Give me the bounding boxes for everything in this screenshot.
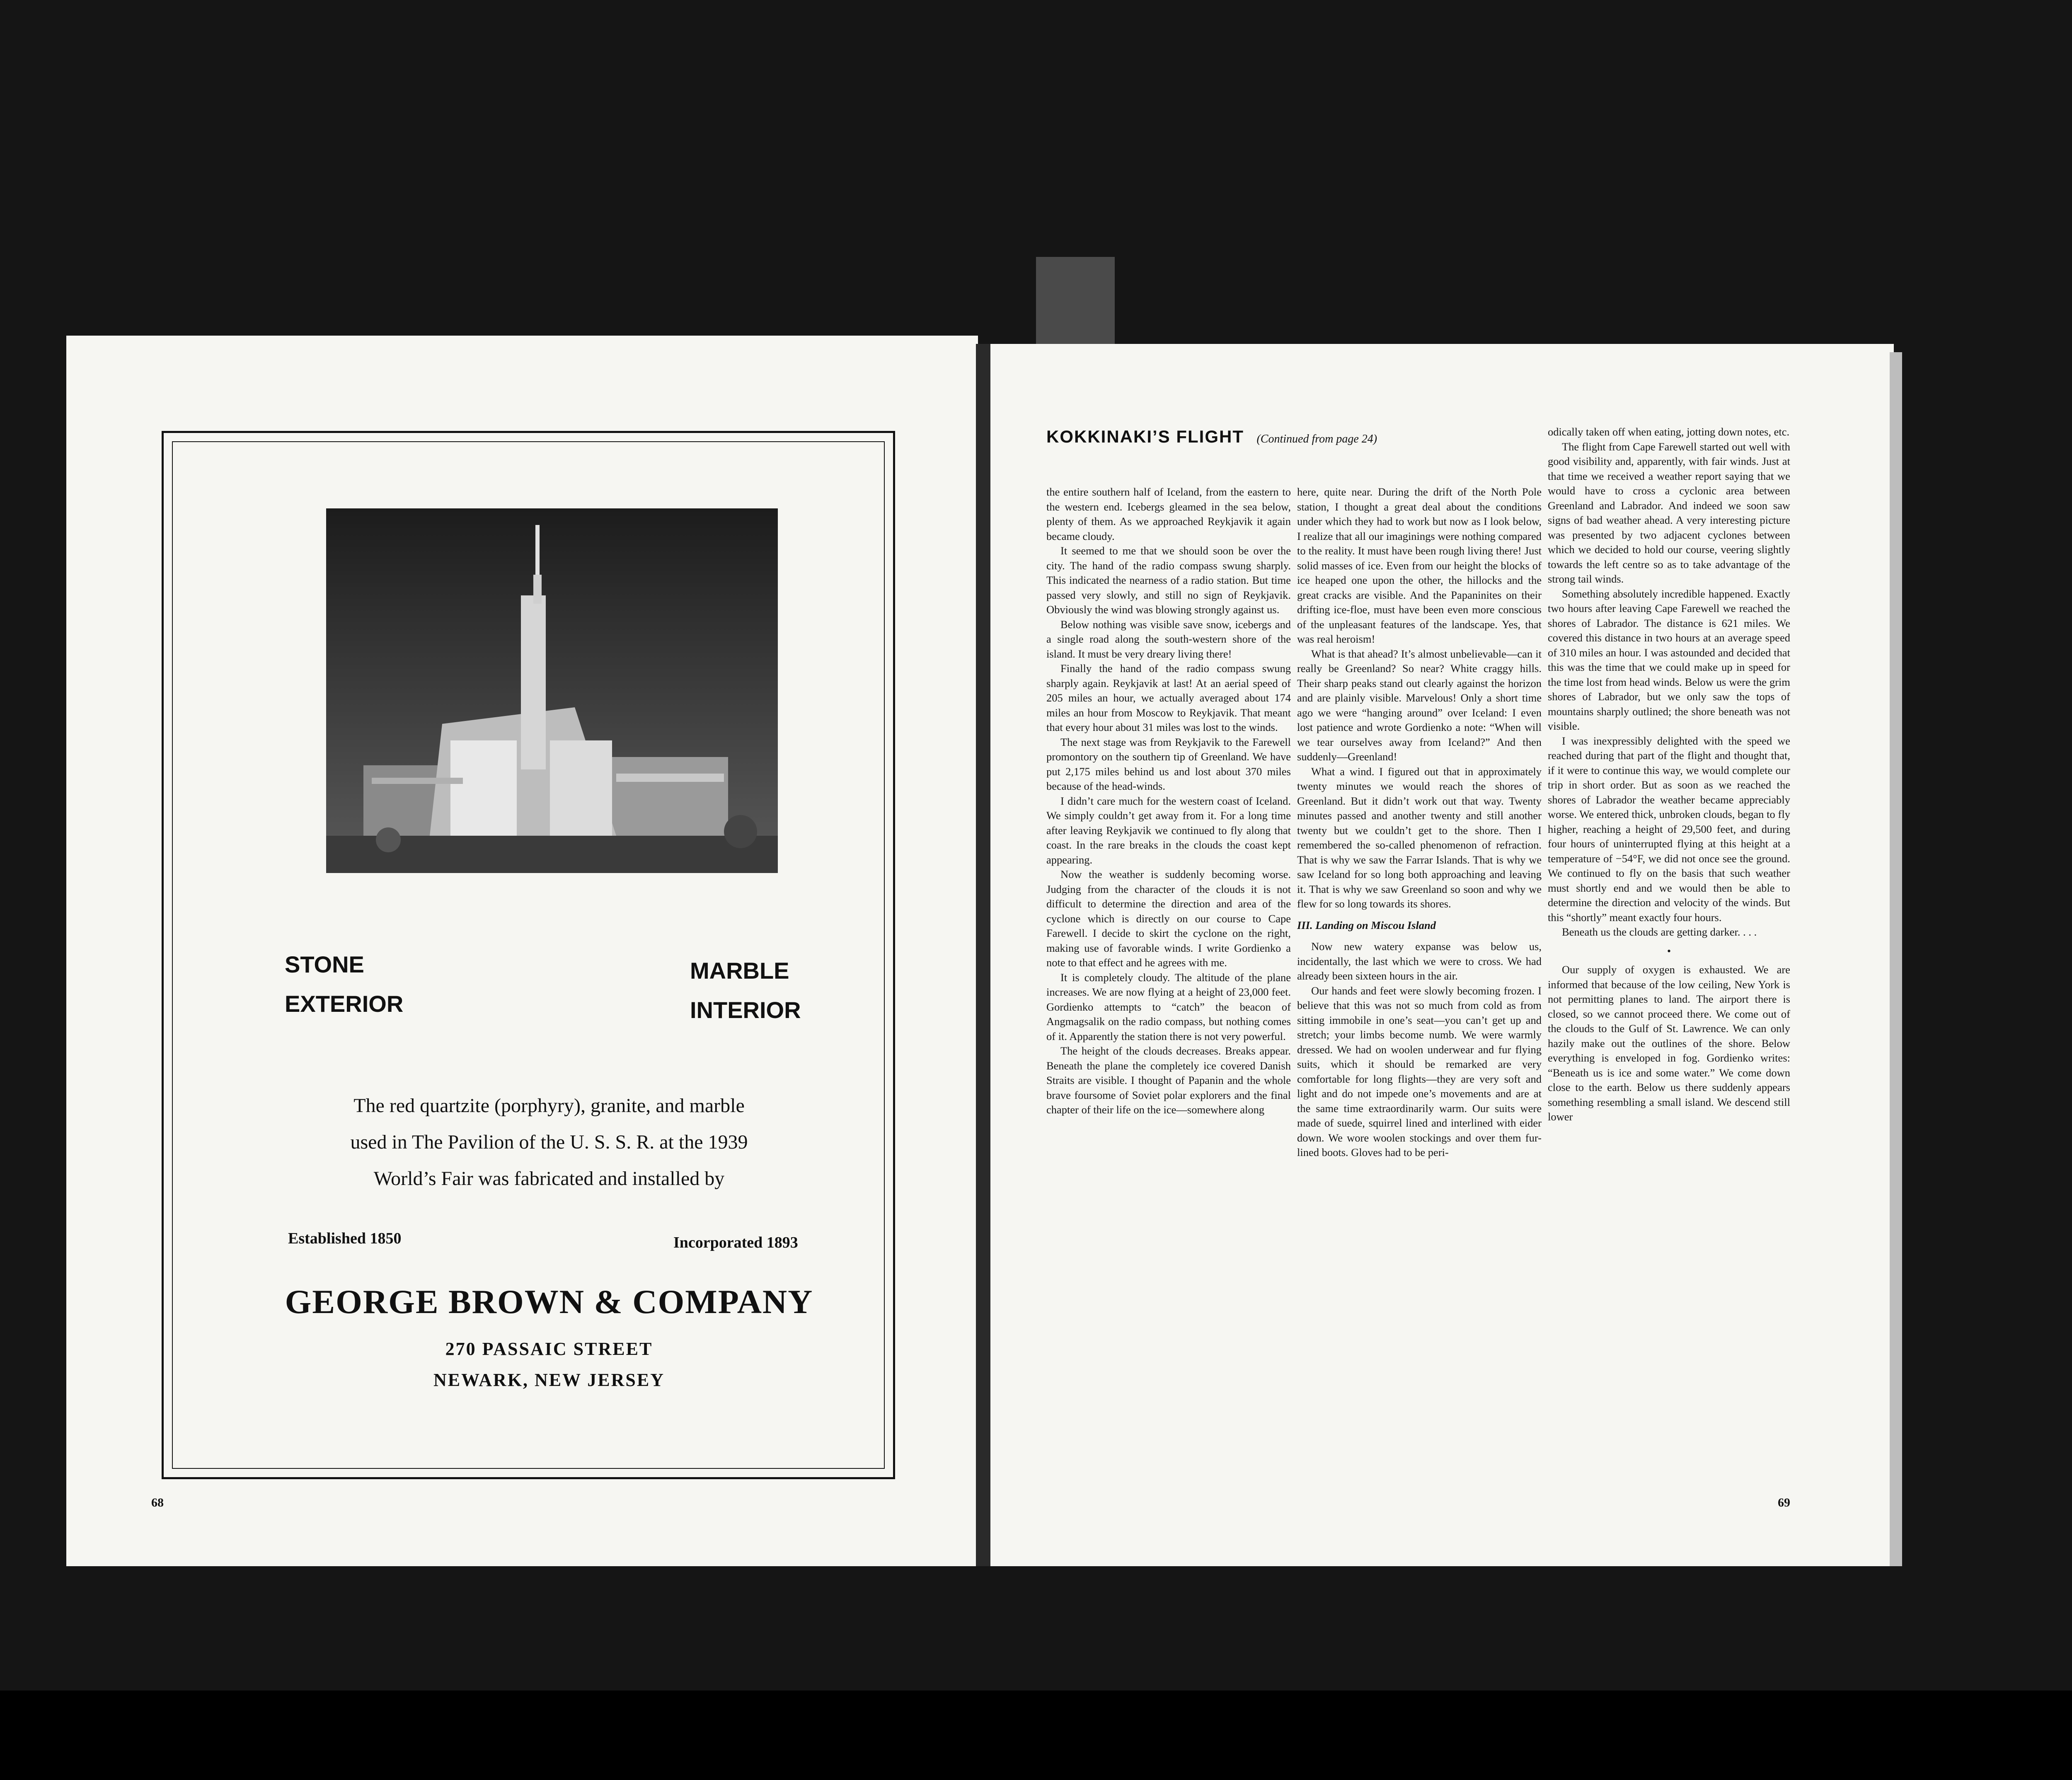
page-tab	[1036, 257, 1115, 352]
paragraph: The next stage was from Reykjavik to the Farewell promontory on the southern tip of Greenland. We have put 2,175 miles behind us and lost about 370 miles because of the head-winds.	[1046, 735, 1291, 792]
article-header	[1046, 427, 1461, 447]
article-column-1	[1046, 485, 1291, 1496]
book-spine	[976, 344, 992, 1566]
paragraph: I was inexpressibly delighted with the speed we reached during that part of the flight and thought that, if it were to continue this way, we would complete our trip in short order. But as soon as we reached the shores of Labrador the weather became appreciably worse. We entered thick, unbroken clouds, began to fly higher, reaching a height of 29,500 feet, and during four hours of uninterrupted flying at this height at a temperature of −54°F, we did not once see the ground. We continued to fly on the basis that such weather must shortly end and we would then be able to determine the direction and velocity of the winds. But this “shortly” meant exactly four hours.	[1548, 734, 1790, 924]
page-edge	[1890, 352, 1902, 1566]
article-column-2	[1297, 485, 1542, 1496]
incorporated-text: Incorporated 1893	[673, 1234, 798, 1251]
company-street: 270 PASSAIC STREET	[445, 1339, 653, 1359]
marble-label: MARBLE	[690, 958, 789, 984]
page-number-right: 69	[1778, 1496, 1790, 1509]
exterior-label: EXTERIOR	[285, 991, 404, 1017]
paragraph: I didn’t care much for the western coast of Iceland. We simply couldn’t get away from it. For a long time after leaving Reykjavik we continued to fly along that coast. In the rare breaks in the clouds the coast kept appearing.	[1046, 794, 1291, 866]
right-page	[990, 344, 1894, 1566]
pavilion-illustration	[326, 508, 778, 873]
interior-label: INTERIOR	[690, 997, 801, 1023]
advertisement-frame	[162, 431, 895, 1479]
continued-note: (Continued from page 24)	[1256, 433, 1377, 445]
ad-body-text	[238, 1088, 860, 1197]
paragraph: Our supply of oxygen is exhausted. We are informed that because of the low ceiling, New York is not permitting planes to land. The airport there is closed, so we cannot proceed there. We come out of the clouds to the Gulf of St. Lawrence. We can only hazily make out the outlines of the shore. Below everything is enveloped in fog. Gordienko writes: “Beneath us is ice and some water.” We come down close to the earth. Below us there suddenly appears something resembling a small island. We descend still lower	[1548, 963, 1790, 1123]
company-name: GEORGE BROWN & COMPANY	[285, 1283, 813, 1320]
paragraph: It is completely cloudy. The altitude of the plane increases. We are now flying at a height of 23,000 feet. Gordienko attempts to “catch” the beacon of Angmagsalik on the radio compass, but nothing comes of it. Apparently the station there is not very powerful.	[1046, 971, 1291, 1042]
paragraph: The height of the clouds decreases. Breaks appear. Beneath the plane the completely ice covered Danish Straits are visible. I thought of Papanin and the whole brave foursome of Soviet polar explorers and the final chapter of their life on the ice—somewhere along	[1046, 1045, 1291, 1116]
article-title: KOKKINAKI’S FLIGHT	[1046, 427, 1244, 446]
ad-body-line: The red quartzite (porphyry), granite, and marble	[353, 1095, 745, 1117]
paragraph: Now new watery expanse was below us, incidentally, the last which we were to cross. We had already been sixteen hours in the air.	[1297, 940, 1542, 982]
paragraph: Our hands and feet were slowly becoming frozen. I believe that this was not so much from cold as from sitting immobile in one’s seat—you can’t get up and stretch; your limbs become numb. We were warmly dressed. We had on woolen underwear and fur flying suits, which it should be remarked are very comfortable for long flights—they are very soft and light and do not impede one’s movements and are at the same time extraordinarily warm. Our suits were made of suede, squirrel lined and interlined with eider down. We wore woolen stockings and over them fur-lined boots. Gloves had to be peri-	[1297, 984, 1542, 1158]
article-column-3	[1548, 425, 1790, 1496]
paragraph: Below nothing was visible save snow, icebergs and a single road along the south-western shore of the island. It must be very dreary living there!	[1046, 618, 1291, 660]
paragraph: the entire southern half of Iceland, from the eastern to the western end. Icebergs gleamed in the sea below, plenty of them. As we approached Reykjavik it again became cloudy.	[1046, 486, 1291, 542]
stone-label: STONE	[285, 951, 364, 977]
paragraph: Beneath us the clouds are getting darker. . . .	[1562, 926, 1757, 938]
paragraph: The flight from Cape Farewell started out well with good visibility and, apparently, with fair winds. Just at that time we received a weather report saying that we would have to cross a cyclonic area between Greenland and Labrador. And indeed we soon saw signs of bad weather ahead. A very interesting picture was presented by two adjacent cyclones between which we decided to hold our course, veering slightly towards the left centre so as to take advantage of the strong tail winds.	[1548, 440, 1790, 585]
paragraph: Now the weather is suddenly becoming worse. Judging from the character of the clouds it is not difficult to determine the direction and area of the cyclone which is directly on our course to Cape Farewell. I decide to skirt the cyclone on the right, making use of favorable winds. I write Gordienko a note to that effect and he agrees with me.	[1046, 868, 1291, 969]
left-page	[66, 336, 978, 1566]
paragraph: What a wind. I figured out that in approximately twenty minutes we would reach the shores of Greenland. But it didn’t work out that way. Twenty minutes passed and another twenty and still another twenty but we couldn’t get to the shore. Then I remembered the so-called phenomenon of refraction. That is why we saw the Farrar Islands. That is why we saw Iceland for so long both approaching and leaving it. That is why we saw Greenland so soon and why we flew for so long towards its shores.	[1297, 765, 1542, 910]
ad-body-line: used in The Pavilion of the U. S. S. R. at the 1939	[350, 1131, 748, 1153]
section-break: •	[1667, 944, 1671, 957]
paragraph: here, quite near. During the drift of the North Pole station, I thought a great deal about the conditions under which they had to work but now as I look below, I realize that all our imaginings were nothing compared to the reality. It must have been rough living there! Just solid masses of ice. Even from our height the blocks of ice heaped one upon the other, the hillocks and the great cracks are visible. And the Papaninites on their drifting ice-floe, must have been even more conscious of the unpleasant features of the landscape. Yes, that was real heroism!	[1297, 486, 1542, 645]
paragraph: Finally the hand of the radio compass swung sharply again. Reykjavik at last! At an aerial speed of 205 miles an hour, we actually averaged about 174 miles an hour from Moscow to Reykjavik. That meant that every hour about 31 miles was lost to the winds.	[1046, 662, 1291, 733]
paragraph: It seemed to me that we should soon be over the city. The hand of the radio compass swung sharply. This indicated the nearness of a radio station. But time passed very slowly, and still no sign of Reykjavik. Obviously the wind was blowing strongly against us.	[1046, 544, 1291, 616]
paragraph: Something absolutely incredible happened. Exactly two hours after leaving Cape Farewell we reached the shores of Labrador. The distance is 621 miles. We covered this distance in two hours at an average speed of 310 miles an hour. I was astounded and decided that this was the time that we could make up in speed for the time lost from head winds. Below us were the grim shores of Labrador, but we only saw the tops of mountains sharply outlined; the shore beneath was not visible.	[1548, 587, 1790, 732]
page-number-left: 68	[151, 1496, 164, 1509]
section-subheading: III. Landing on Miscou Island	[1297, 919, 1436, 931]
paragraph: What is that ahead? It’s almost unbelievable—can it really be Greenland? So near? White craggy hills. Their sharp peaks stand out clearly against the horizon and are plainly visible. Marvelous! Only a short time ago we were “hanging around” over Iceland: I even lost patience and wrote Gordienko a note: “When will we tear ourselves away from Iceland?” And then suddenly—Greenland!	[1297, 647, 1542, 763]
paragraph: odically taken off when eating, jotting down notes, etc.	[1548, 426, 1790, 438]
established-text: Established 1850	[288, 1230, 402, 1247]
pavilion-photo	[326, 508, 778, 873]
company-city: NEWARK, NEW JERSEY	[433, 1370, 665, 1390]
scanner-border	[0, 1691, 2072, 1780]
ad-body-line: World’s Fair was fabricated and installed by	[373, 1168, 725, 1190]
